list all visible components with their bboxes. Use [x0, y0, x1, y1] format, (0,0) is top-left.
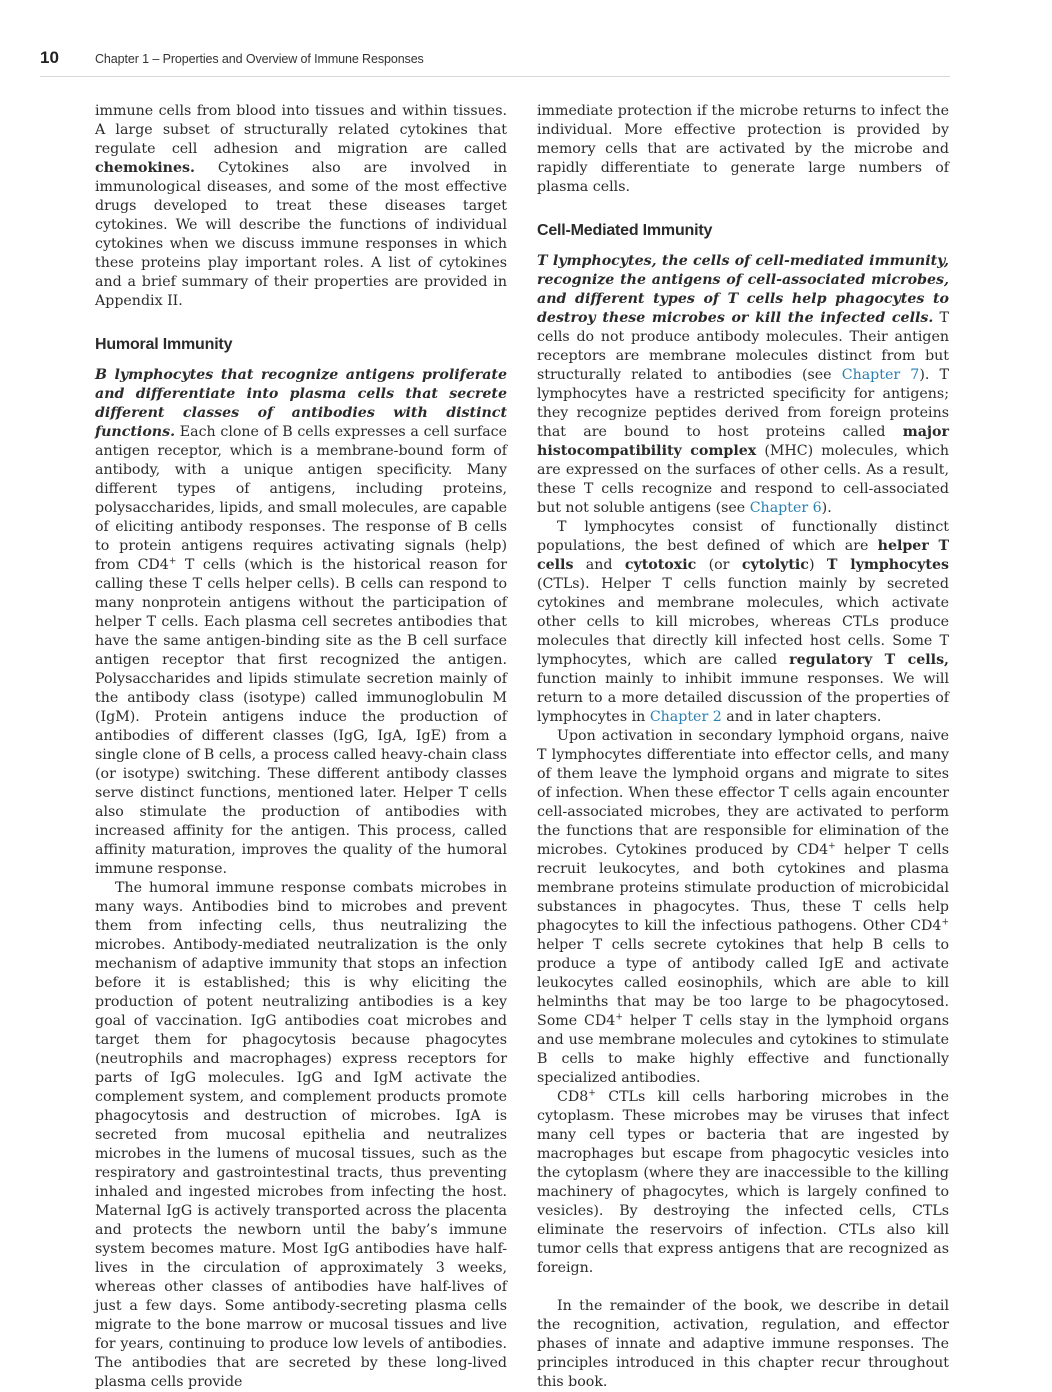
paragraph-remainder: In the remainder of the book, we describe in detail the recognition, activation, regulation, and effector phases of innate and adaptive immune responses. The principles introduced in this chapter recur throughout this book. — [537, 1298, 949, 1390]
term-t-lymphocytes: T lymphocytes — [826, 557, 949, 573]
paragraph-humoral-response: The humoral immune response combats microbes in many ways. Antibodies bind to microbes and prevent them from infecting cells, thus neutralizing the microbes. Antibody-mediated neutralization is the only mechanism of adaptive immunity that stops an infection before it is established; this is why eliciting the production of potent neutralizing antibodies is a key goal of vaccination. IgG antibodies coat microbes and target them for phagocytosis because phagocytes (neutrophils and macrophages) express receptors for parts of IgG molecules. IgG and IgM activate the complement system, and complement products promote phagocytosis and destruction of microbes. IgA is secreted from mucosal epithelia and neutralizes microbes in the lumens of mucosal tissues, such as the respiratory and gastrointestinal tracts, thus preventing inhaled and ingested microbes from infecting the host. Maternal IgG is actively transported across the placenta and protects the newborn until the baby’s immune system becomes mature. Most IgG antibodies have half-lives in the circulation of approximately 3 weeks, whereas other classes of antibodies have half-lives of just a few days. Some antibody-secreting plasma cells migrate to the bone marrow or mucosal tissues and live for years, continuing to produce low levels of antibodies. The antibodies that are secreted by these long-lived plasma cells provide — [95, 880, 507, 1390]
text-run: and — [573, 557, 625, 573]
term-chemokines: chemokines. — [95, 160, 195, 176]
superscript: + — [588, 1088, 596, 1099]
text-run: helper T cells recruit leukocytes, and both cytokines and plasma membrane proteins stimulate production of microbicidal substances in phagocytes. Thus, these T cells help phagocytes to kill the infectious pathogens. Other CD4 — [537, 842, 949, 934]
superscript: + — [615, 1012, 623, 1023]
paragraph-b-lymphocytes — [95, 366, 507, 879]
text-run: (or — [696, 557, 742, 573]
chapter-6-link[interactable]: Chapter 6 — [749, 500, 822, 516]
left-column — [95, 102, 507, 1392]
text-run: Each clone of B cells expresses a cell surface antigen receptor, which is a membrane-bound form of antibody, with a unique antigen specificity. Many different types of antigens, including proteins, polysaccharides, lipids, and small molecules, are capable of eliciting antibody responses. The response of B cells to protein antigens requires activating signals (help) from CD4 — [95, 424, 507, 573]
superscript: + — [168, 556, 177, 567]
text-run: CD8 — [557, 1089, 589, 1105]
right-column — [537, 102, 949, 1392]
chapter-7-link[interactable]: Chapter 7 — [841, 367, 920, 383]
text-run: T lymphocytes consist of functionally distinct populations, the best defined of which are — [537, 519, 949, 554]
term-cytotoxic: cytotoxic — [624, 557, 697, 573]
superscript: + — [828, 841, 836, 852]
term-regulatory-t-cells: regulatory T cells, — [789, 652, 949, 668]
superscript: + — [941, 917, 949, 928]
key-statement: T lymphocytes, the cells of cell-mediated immunity, recognize the antigens of cell-associated microbes, and different types of T cells help phagocytes to destroy these microbes or kill the infected cells. — [537, 253, 949, 326]
text-run: ). T lymphocytes have a restricted specificity for antigens; they recognize peptides derived from foreign proteins that are bound to host proteins called — [537, 367, 949, 440]
term-mhc: major histocompatibility complex — [537, 424, 949, 459]
text-run: function mainly to inhibit immune responses. We will return to a more detailed discussion of the properties of lymphocytes in — [537, 671, 949, 725]
text-run: Cytokines also are involved in immunological diseases, and some of the most effective drugs developed to treat these diseases target cytokines. We will describe the functions of individual cytokines when we discuss immune responses in which these proteins play important roles. A list of cytokines and a brief summary of their properties are provided in Appendix II. — [95, 160, 507, 309]
term-helper-t-cells: helper T cells — [537, 538, 949, 573]
text-run: ) — [808, 557, 827, 573]
text-run: ). — [821, 500, 832, 516]
text-run: helper T cells secrete cytokines that help B cells to produce a type of antibody called IgE and activate leukocytes called eosinophils, which are able to kill helminths that may be too large to be phagocytosed. Some CD4 — [537, 937, 949, 1029]
paragraph-ctls — [537, 1088, 949, 1278]
section-heading-cell-mediated-immunity: Cell-Mediated Immunity — [537, 222, 713, 239]
text-run: T cells (which is the historical reason for calling these T cells helper cells). B cells can respond to many nonprotein antigens without the participation of helper T cells. Each plasma cell secretes antibodies that have the same antigen-binding site as the B cell surface antigen receptor that first recognized the antigen. Polysaccharides and lipids stimulate secretion mainly of the antibody class (isotype) called immunoglobulin M (IgM). Protein antigens induce the production of antibodies of different classes (IgG, IgA, IgE) from a single clone of B cells, a process called heavy-chain class (or isotype) switching. These different antibody classes serve distinct functions, mentioned later. Helper T cells also stimulate the production of antibodies with increased affinity for the antigen. This process, called affinity maturation, improves the quality of the humoral immune response. — [95, 557, 507, 877]
term-cytolytic: cytolytic — [741, 557, 809, 573]
key-statement: B lymphocytes that recognize antigens proliferate and differentiate into plasma cells that secrete different classes of antibodies with distinct functions. — [95, 367, 507, 440]
paragraph-cytokines — [95, 102, 507, 311]
paragraph-t-lymphocytes — [537, 252, 949, 518]
text-run: (MHC) molecules, which are expressed on the surfaces of other cells. As a result, these T cells recognize and respond to cell-associated but not soluble antigens (see — [537, 443, 949, 516]
text-run: (CTLs). Helper T cells function mainly by secreted cytokines and membrane molecules, which activate other cells to kill microbes, whereas CTLs produce molecules that directly kill infected host cells. Some T lymphocytes, which are called — [537, 576, 949, 668]
text-run: CTLs kill cells harboring microbes in the cytoplasm. These microbes may be viruses that infect many cell types or bacteria that are ingested by macrophages but escape from phagocytic vesicles into the cytoplasm (where they are inaccessible to the killing machinery of phagocytes, which is largely confined to vesicles). By destroying the infected cells, CTLs eliminate the reservoirs of infection. CTLs also kill tumor cells that express antigens that are recognized as foreign. — [537, 1089, 949, 1276]
page-header — [40, 48, 950, 77]
running-head: Chapter 1 – Properties and Overview of Immune Responses — [95, 52, 424, 66]
text-run: Upon activation in secondary lymphoid organs, naive T lymphocytes differentiate into effector cells, and many of them leave the lymphoid organs and migrate to sites of infection. When these effector T cells again encounter cell-associated microbes, they are activated to perform the functions that are responsible for elimination of the microbes. Cytokines produced by CD4 — [537, 728, 949, 858]
text-run: T cells do not produce antibody molecules. Their antigen receptors are membrane molecules distinct from but structurally related to antibodies (see — [537, 310, 949, 383]
text-run: helper T cells stay in the lymphoid organs and use membrane molecules and cytokines to stimulate B cells to make highly effective and functionally specialized antibodies. — [537, 1013, 949, 1086]
text-run: and in later chapters. — [721, 709, 882, 725]
paragraph-activation — [537, 727, 949, 1088]
paragraph-t-populations — [537, 518, 949, 727]
paragraph-memory-cells: immediate protection if the microbe returns to infect the individual. More effective protection is provided by memory cells that are activated by the microbe and rapidly differentiate to generate large numbers of plasma cells. — [537, 103, 949, 195]
page-number: 10 — [40, 48, 59, 67]
chapter-2-link[interactable]: Chapter 2 — [649, 709, 722, 725]
text-run: immune cells from blood into tissues and within tissues. A large subset of structurally related cytokines that regulate cell adhesion and migration are called — [95, 103, 507, 157]
section-heading-humoral-immunity: Humoral Immunity — [95, 336, 233, 353]
